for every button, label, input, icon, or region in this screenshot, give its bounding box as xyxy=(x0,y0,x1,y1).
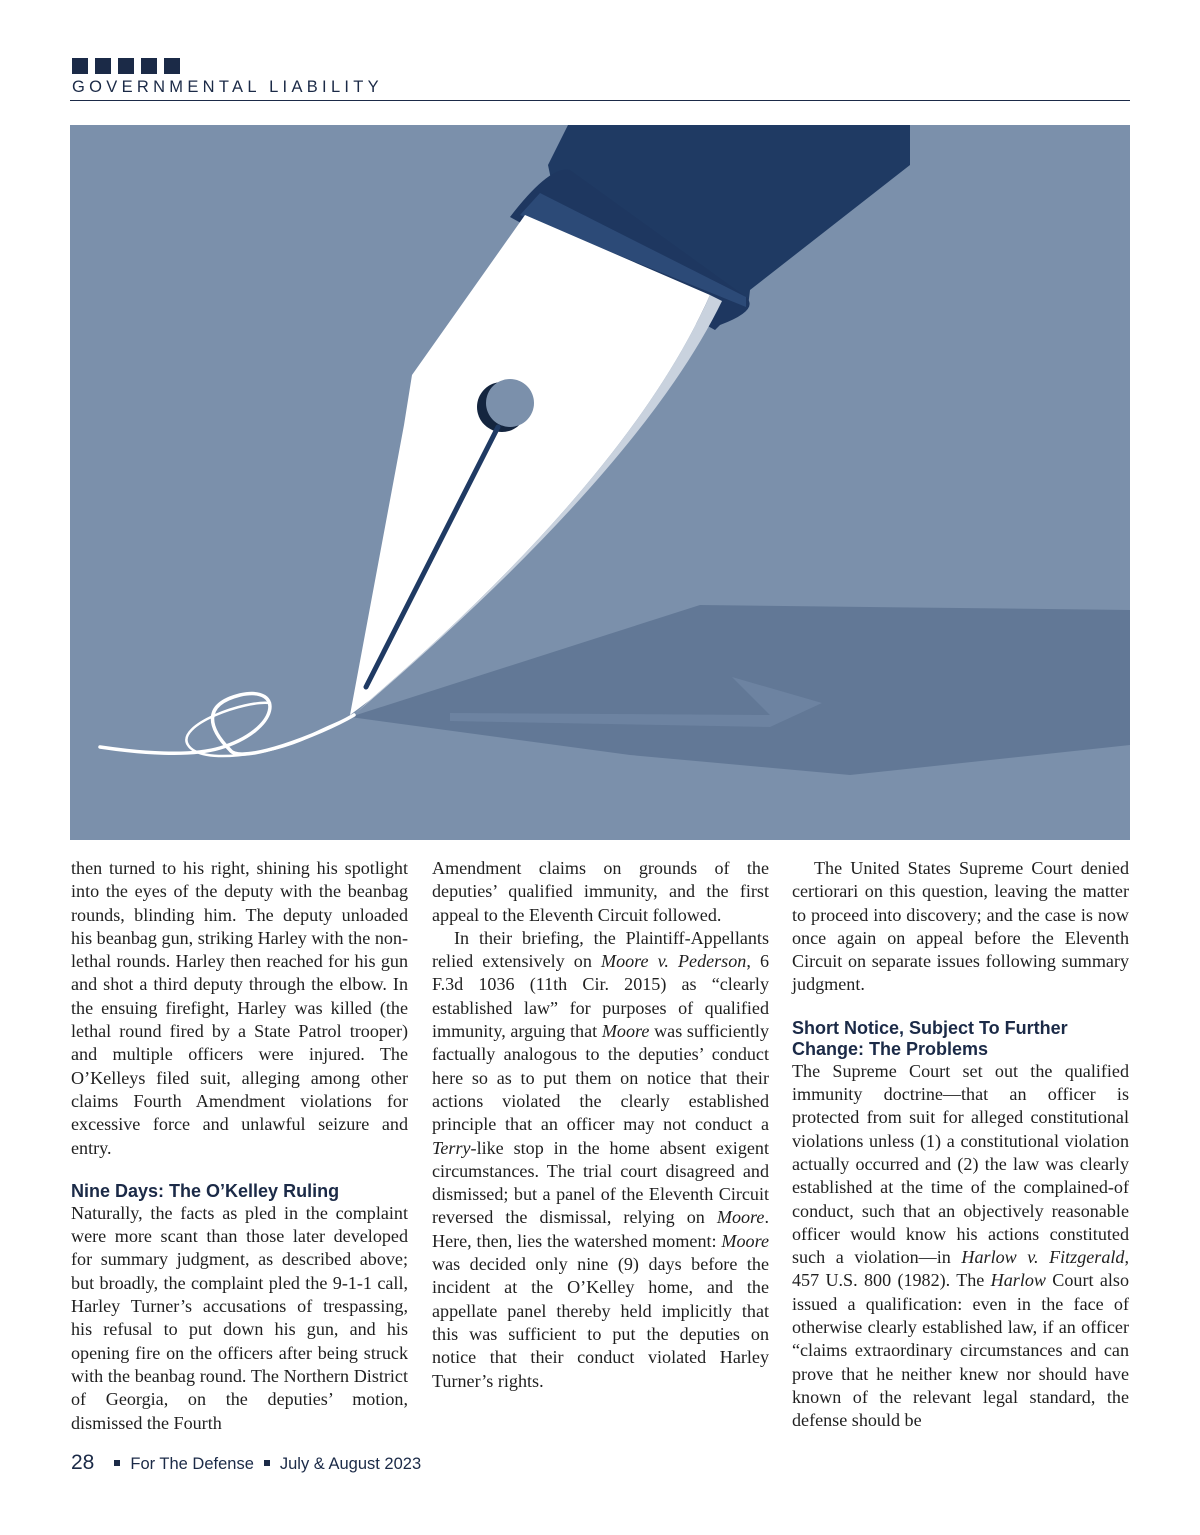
separator-dot xyxy=(264,1460,270,1466)
subheading: Nine Days: The O’Kelley Ruling xyxy=(71,1180,340,1201)
fountain-pen-nib-illustration xyxy=(70,125,1130,840)
page-footer xyxy=(71,1451,421,1475)
case-citation: Terry xyxy=(432,1137,471,1158)
case-citation: Harlow v. Fitzgerald xyxy=(961,1247,1125,1268)
case-citation: Moore xyxy=(721,1230,769,1251)
paragraph: In their briefing, the Plaintiff-Appellants relied extensively on Moore v. Pederson, 6 F.3d 1036 (11th Cir. 2015) as “clearly established law” for purposes of qualified immunity, arguing that Moore was sufficiently factually analogous to the deputies’ conduct here so as to put them on notice that their actions violated the clearly established principle that an officer may not conduct a Terry-like stop in the home absent exigent circumstances. The trial court disagreed and dismissed; but a panel of the Eleventh Circuit reversed the dismissal, relying on Moore. Here, then, lies the watershed moment: Moore was decided only nine (9) days before the incident at the O’Kelley home, and the appellate panel thereby held implicitly that this was sufficient to put the deputies on notice that their conduct violated Harley Turner’s rights. xyxy=(432,927,769,1391)
publication-name: For The Defense xyxy=(130,1455,254,1473)
paragraph: Amendment claims on grounds of the deputies’ qualified immunity, and the first appeal to the Eleventh Circuit followed. xyxy=(432,858,769,925)
paragraph: The Supreme Court set out the qualified immunity doctrine—that an officer is protected from suit for alleged constitutional violations unless (1) a constitutional violation actually occurred and (2) the law was clearly established at the time of the complained-of conduct, such that an objectively reasonable officer would know his actions constituted such a violation—in Harlow v. Fitzgerald, 457 U.S. 800 (1982). The Harlow Court also issued a qualification: even in the face of otherwise clearly established law, if an officer “claims extraordinary circumstances and can prove that he neither knew nor should have known of the relevant legal standard, the defense should be xyxy=(792,1060,1129,1431)
case-citation: Moore v. Pederson xyxy=(601,951,747,972)
section-title: GOVERNMENTAL LIABILITY xyxy=(72,78,383,96)
page-number: 28 xyxy=(71,1451,95,1474)
case-citation: Moore xyxy=(601,1021,650,1042)
section-marker-squares xyxy=(72,58,180,74)
text-column-3 xyxy=(792,857,1129,1433)
paragraph: The United States Supreme Court denied certiorari on this question, leaving the matter to proceed into discovery; and the case is now once again on appeal before the Eleventh Circuit on separate issues following summary judgment. xyxy=(792,858,1129,995)
issue-date: July & August 2023 xyxy=(279,1455,422,1473)
paragraph: then turned to his right, shining his spotlight into the eyes of the deputy with the beanbag rounds, blinding him. The deputy unloaded his beanbag gun, striking Harley with the non-lethal rounds. Harley then reached for his gun and shot a third deputy through the elbow. In the ensuing firefight, Harley was killed (the lethal round fired by a State Patrol trooper) and multiple officers were injured. The O’Kelleys filed suit, alleging among other claims Fourth Amendment violations for excessive force and unlawful seizure and entry. xyxy=(71,858,408,1158)
paragraph: Naturally, the facts as pled in the complaint were more scant than those later developed for summary judgment, as described above; but broadly, the complaint pled the 9-1-1 call, Harley Turner’s accusations of trespassing, his refusal to put down his gun, and his opening fire on the officers after being struck with the beanbag round. The Northern District of Georgia, on the deputies’ motion, dismissed the Fourth xyxy=(71,1202,408,1433)
breather-hole xyxy=(486,379,534,427)
separator-dot xyxy=(114,1460,120,1466)
case-citation: Harlow xyxy=(990,1270,1046,1291)
text-column-1 xyxy=(71,857,408,1435)
text-column-2 xyxy=(432,857,769,1393)
header-rule xyxy=(70,100,1130,101)
case-citation: Moore xyxy=(716,1207,765,1228)
subheading: Short Notice, Subject To Further Change: The Problems xyxy=(792,1017,1068,1059)
